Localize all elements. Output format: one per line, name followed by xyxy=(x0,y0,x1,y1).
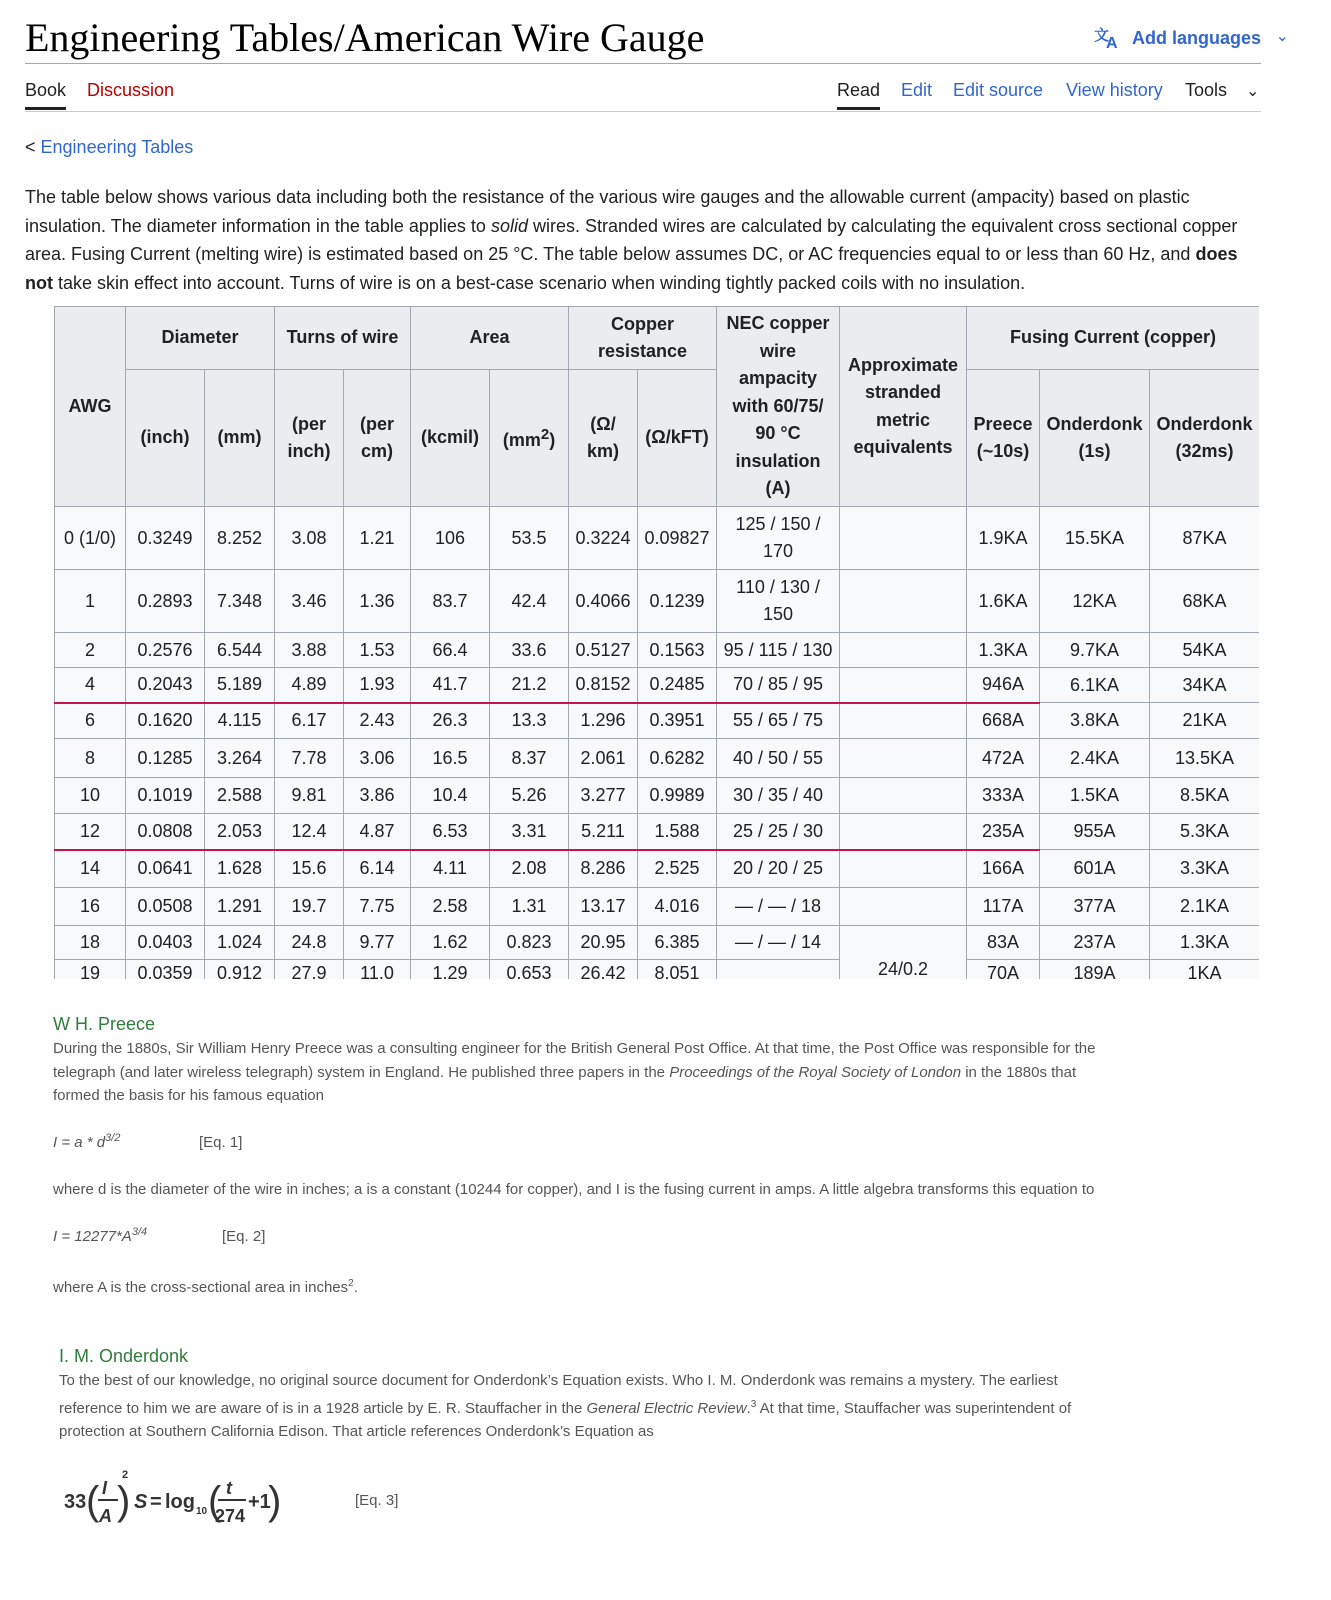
table-cell xyxy=(840,570,967,633)
table-cell: 235A xyxy=(967,814,1040,850)
preece-area-end: . xyxy=(353,1279,358,1296)
table-cell: — / — / 18 xyxy=(717,888,840,926)
table-row xyxy=(55,926,1260,960)
table-cell: 0.0641 xyxy=(126,850,205,888)
awg-table xyxy=(54,306,1259,979)
table-cell: 8.37 xyxy=(490,739,569,778)
tab-read[interactable]: Read xyxy=(837,80,880,110)
table-cell: 1.36 xyxy=(344,570,411,633)
table-cell: 3.8KA xyxy=(1040,703,1150,739)
table-cell: 1.024 xyxy=(205,926,275,960)
table-row xyxy=(55,850,1260,888)
table-cell: 15.5KA xyxy=(1040,507,1150,570)
tools-label: Tools xyxy=(1185,80,1228,100)
header-stranded: Approximate stranded metric equivalents xyxy=(840,307,967,507)
table-cell: 0.0808 xyxy=(126,814,205,850)
table-cell: 4.115 xyxy=(205,703,275,739)
table-cell: 6.1KA xyxy=(1040,668,1150,703)
table-cell: 30 / 35 / 40 xyxy=(717,778,840,814)
eq3-log: log xyxy=(165,1491,195,1513)
table-cell xyxy=(840,850,967,888)
table-cell: 0.3249 xyxy=(126,507,205,570)
header-copper-resistance: Copper resistance xyxy=(569,307,717,370)
subheader-per-cm: (per cm) xyxy=(344,370,411,507)
table-cell: 20.95 xyxy=(569,926,638,960)
table-cell: 0.0359 xyxy=(126,960,205,980)
table-cell: 6.544 xyxy=(205,633,275,668)
table-cell: 40 / 50 / 55 xyxy=(717,739,840,778)
table-cell: 13.17 xyxy=(569,888,638,926)
table-cell: 9.77 xyxy=(344,926,411,960)
table-cell: 19.7 xyxy=(275,888,344,926)
table-cell: 1.6KA xyxy=(967,570,1040,633)
eq2-text: I = 12277*A xyxy=(53,1228,132,1245)
table-cell: 9.7KA xyxy=(1040,633,1150,668)
table-cell: 3.86 xyxy=(344,778,411,814)
onderdonk-section xyxy=(59,1343,1119,1444)
table-cell: 10 xyxy=(55,778,126,814)
table-cell: 6.385 xyxy=(638,926,717,960)
table-cell: 5.26 xyxy=(490,778,569,814)
tools-menu[interactable] xyxy=(1185,80,1259,101)
table-cell: 1.31 xyxy=(490,888,569,926)
table-cell: 95 / 115 / 130 xyxy=(717,633,840,668)
table-row xyxy=(55,960,1260,980)
table-cell: 66.4 xyxy=(411,633,490,668)
table-cell: 68KA xyxy=(1150,570,1259,633)
table-cell: 6.53 xyxy=(411,814,490,850)
table-cell: 1.29 xyxy=(411,960,490,980)
table-cell: 5.3KA xyxy=(1150,814,1259,850)
subheader-inch: (inch) xyxy=(126,370,205,507)
table-cell xyxy=(840,739,967,778)
table-cell: 2.053 xyxy=(205,814,275,850)
table-cell: 1KA xyxy=(1150,960,1259,980)
table-row xyxy=(55,703,1260,739)
equation-1 xyxy=(53,1132,120,1151)
table-cell: 2 xyxy=(55,633,126,668)
header-nec-ampacity: NEC copper wire ampacity with 60/75/ 90 °C insulation (A) xyxy=(717,307,840,507)
table-cell: 2.588 xyxy=(205,778,275,814)
table-cell: 54KA xyxy=(1150,633,1259,668)
table-cell: 53.5 xyxy=(490,507,569,570)
table-cell: 7.75 xyxy=(344,888,411,926)
table-cell: 2.4KA xyxy=(1040,739,1150,778)
table-cell: 10.4 xyxy=(411,778,490,814)
table-cell: 14 xyxy=(55,850,126,888)
add-languages-label: Add languages xyxy=(1131,27,1261,48)
add-languages-button[interactable] xyxy=(1093,26,1289,50)
table-cell xyxy=(840,778,967,814)
breadcrumb xyxy=(25,137,193,158)
svg-text:A: A xyxy=(1105,35,1118,50)
svg-text:文: 文 xyxy=(1093,26,1109,44)
tab-discussion[interactable]: Discussion xyxy=(87,80,175,100)
table-cell: 9.81 xyxy=(275,778,344,814)
table-cell: 0.3224 xyxy=(569,507,638,570)
table-cell: 34KA xyxy=(1150,668,1259,703)
page-title: Engineering Tables/American Wire Gauge xyxy=(25,15,705,60)
table-cell: 3.88 xyxy=(275,633,344,668)
intro-solid: solid xyxy=(490,215,528,236)
table-cell: 946A xyxy=(967,668,1040,703)
table-cell: 16.5 xyxy=(411,739,490,778)
header-fusing-current: Fusing Current (copper) xyxy=(967,307,1259,370)
intro-text-2: wires. Stranded wires are calculated by calculating the equivalent cross sectional copper area. Fusing Current (melting wire) is estimated based on 25 °C. The table below assumes DC, or AC frequencies equal to or less than 60 Hz, and xyxy=(25,215,1238,264)
table-cell: 41.7 xyxy=(411,668,490,703)
equation-3 xyxy=(62,1462,302,1547)
header-turns: Turns of wire xyxy=(275,307,411,370)
tabs-divider xyxy=(25,111,1261,112)
table-cell: 8 xyxy=(55,739,126,778)
table-cell: 2.061 xyxy=(569,739,638,778)
subheader-per-inch: (per inch) xyxy=(275,370,344,507)
table-row xyxy=(55,668,1260,703)
table-row xyxy=(55,888,1260,926)
preece-journal: Proceedings of the Royal Society of London xyxy=(669,1063,962,1081)
table-cell: 668A xyxy=(967,703,1040,739)
table-cell: 0.8152 xyxy=(569,668,638,703)
table-cell: 7.78 xyxy=(275,739,344,778)
table-cell: 12 xyxy=(55,814,126,850)
table-cell: 6 xyxy=(55,703,126,739)
eq3-t: t xyxy=(226,1478,232,1498)
onderdonk-paragraph: To the best of our knowledge, no original source document for Onderdonk’s Equation exists. Who I. M. Onderdonk was remains a mystery. The earliest reference to him we are aware of is in a 1928 article by E. R. Stauffacher in the General Electric Review.$^3$ At that time, Stauffacher was superintendent of protection at Southern California Edison. That article references Onderdonk’s Equation as xyxy=(59,1372,1072,1440)
breadcrumb-link-engineering-tables[interactable]: Engineering Tables xyxy=(40,137,194,157)
table-cell: 24/0.2 xyxy=(840,926,967,980)
subheader-preece: Preece (~10s) xyxy=(967,370,1040,507)
table-cell: 6.14 xyxy=(344,850,411,888)
eq1-ref: [Eq. 1] xyxy=(199,1134,243,1151)
table-cell: 1.3KA xyxy=(967,633,1040,668)
preece-section xyxy=(53,1011,1123,1108)
table-cell: 1.628 xyxy=(205,850,275,888)
table-cell: 16 xyxy=(55,888,126,926)
subheader-kcmil: (kcmil) xyxy=(411,370,490,507)
table-cell: 20 / 20 / 25 xyxy=(717,850,840,888)
table-cell: 4.016 xyxy=(638,888,717,926)
table-cell: — / — / 14 xyxy=(717,926,840,960)
onderdonk-journal: General Electric Review xyxy=(586,1399,747,1417)
table-cell xyxy=(840,668,967,703)
table-cell: 117A xyxy=(967,888,1040,926)
table-cell: 1.21 xyxy=(344,507,411,570)
subheader-onderdonk-32ms: Onderdonk (32ms) xyxy=(1150,370,1259,507)
table-cell: 1.588 xyxy=(638,814,717,850)
table-cell: 24.8 xyxy=(275,926,344,960)
eq3-equals: = xyxy=(150,1491,162,1513)
table-cell: 1 xyxy=(55,570,126,633)
onderdonk-text-1: To the best of our knowledge, no original source document for Onderdonk’s Equation exists. Who I. M. Onderdonk was remains a mystery. The earliest reference to him we are aware of is in a 1928 article by E. R. Stauffacher in the xyxy=(59,1372,1058,1417)
subheader-ohm-kft: (Ω/kFT) xyxy=(638,370,717,507)
preece-paragraph xyxy=(53,1037,1123,1108)
table-cell: 7.348 xyxy=(205,570,275,633)
awg-table-container[interactable] xyxy=(54,306,1259,979)
eq3-log-base: 10 xyxy=(196,1506,208,1517)
table-cell: 12KA xyxy=(1040,570,1150,633)
table-cell: 0.2043 xyxy=(126,668,205,703)
table-cell: 0.653 xyxy=(490,960,569,980)
table-row xyxy=(55,814,1260,850)
table-cell: 26.3 xyxy=(411,703,490,739)
eq3-square: 2 xyxy=(122,1469,129,1481)
eq3-ref: [Eq. 3] xyxy=(355,1492,399,1509)
table-cell: 55 / 65 / 75 xyxy=(717,703,840,739)
table-cell: 3.277 xyxy=(569,778,638,814)
table-cell: 0.1019 xyxy=(126,778,205,814)
breadcrumb-prefix: < xyxy=(25,137,36,157)
table-cell: 237A xyxy=(1040,926,1150,960)
preece-heading: W H. Preece xyxy=(53,1014,156,1034)
table-row xyxy=(55,507,1260,570)
table-cell: 2.08 xyxy=(490,850,569,888)
table-cell xyxy=(840,703,967,739)
table-cell: 1.3KA xyxy=(1150,926,1259,960)
table-cell: 110 / 130 / 150 xyxy=(717,570,840,633)
table-cell: 0.09827 xyxy=(638,507,717,570)
mm2-sup: 2 xyxy=(540,426,550,444)
table-cell: 0.1563 xyxy=(638,633,717,668)
eq3-paren-open-1: ( xyxy=(86,1479,100,1523)
table-cell: 83A xyxy=(967,926,1040,960)
table-cell: 1.296 xyxy=(569,703,638,739)
table-cell: 601A xyxy=(1040,850,1150,888)
table-cell: 42.4 xyxy=(490,570,569,633)
onderdonk-heading: I. M. Onderdonk xyxy=(59,1346,189,1366)
preece-text-2: in the 1880s that formed the basis for his famous equation xyxy=(53,1063,1077,1104)
tab-edit[interactable]: Edit xyxy=(901,80,933,100)
table-cell: 27.9 xyxy=(275,960,344,980)
translate-icon xyxy=(1094,26,1122,50)
table-cell: 8.051 xyxy=(638,960,717,980)
eq3-A: A xyxy=(99,1506,112,1526)
table-cell: 4 xyxy=(55,668,126,703)
table-cell: 13.3 xyxy=(490,703,569,739)
table-cell: 1.291 xyxy=(205,888,275,926)
subheader-ohm-km: (Ω/ km) xyxy=(569,370,638,507)
table-cell: 0.5127 xyxy=(569,633,638,668)
table-cell: 2.1KA xyxy=(1150,888,1259,926)
eq1-sup: 3/2 xyxy=(105,1132,121,1144)
table-cell: 2.525 xyxy=(638,850,717,888)
table-cell: 0.2485 xyxy=(638,668,717,703)
table-cell: 21KA xyxy=(1150,703,1259,739)
table-cell: 2.58 xyxy=(411,888,490,926)
table-cell: 4.11 xyxy=(411,850,490,888)
intro-paragraph xyxy=(25,183,1265,297)
header-area: Area xyxy=(411,307,569,370)
table-cell: 125 / 150 / 170 xyxy=(717,507,840,570)
table-cell xyxy=(840,888,967,926)
header-diameter: Diameter xyxy=(126,307,275,370)
table-cell: 0.9989 xyxy=(638,778,717,814)
subheader-mm2 xyxy=(490,370,569,507)
intro-text-1: The table below shows various data including both the resistance of the various wire gauges and the allowable current (ampacity) based on plastic insulation. The diameter information in the table applies to xyxy=(25,187,1190,236)
eq3-paren-open-2: ( xyxy=(208,1479,222,1523)
table-cell: 189A xyxy=(1040,960,1150,980)
eq1-text: I = a * d xyxy=(53,1134,106,1151)
eq3-paren-close-1: ) xyxy=(117,1479,131,1523)
eq3-paren-close-2: ) xyxy=(268,1479,282,1523)
table-cell: 26.42 xyxy=(569,960,638,980)
table-cell: 8.252 xyxy=(205,507,275,570)
page-tabs xyxy=(25,80,1261,114)
table-cell: 0.912 xyxy=(205,960,275,980)
preece-where-1 xyxy=(53,1178,1153,1202)
table-cell: 0.823 xyxy=(490,926,569,960)
table-cell: 3.06 xyxy=(344,739,411,778)
onderdonk-text-2: At that time, Stauffacher was superintendent of protection at Southern California Edison. That article references Onderdonk’s Equation as xyxy=(59,1399,1072,1440)
table-cell: 1.62 xyxy=(411,926,490,960)
tab-book[interactable]: Book xyxy=(25,80,66,110)
table-cell: 106 xyxy=(411,507,490,570)
table-cell: 0.6282 xyxy=(638,739,717,778)
preece-text-1: During the 1880s, Sir William Henry Preece was a consulting engineer for the British General Post Office. At that time, the Post Office was responsible for the telegraph (and later wireless telegraph) system in England. He published three papers in the xyxy=(53,1040,1096,1081)
table-cell: 0.2576 xyxy=(126,633,205,668)
tab-view-history[interactable]: View history xyxy=(1066,80,1163,100)
eq2-ref: [Eq. 2] xyxy=(222,1228,266,1245)
table-cell: 333A xyxy=(967,778,1040,814)
table-cell: 0.1285 xyxy=(126,739,205,778)
table-cell: 3.264 xyxy=(205,739,275,778)
table-cell: 6.17 xyxy=(275,703,344,739)
table-cell: 87KA xyxy=(1150,507,1259,570)
table-cell: 0.1620 xyxy=(126,703,205,739)
table-cell: 166A xyxy=(967,850,1040,888)
table-row xyxy=(55,739,1260,778)
eq3-S: S xyxy=(134,1491,148,1513)
intro-text-3: take skin effect into account. Turns of wire is on a best-case scenario when winding tightly packed coils with no insulation. xyxy=(52,272,1026,293)
header-awg: AWG xyxy=(55,307,126,507)
table-cell: 1.5KA xyxy=(1040,778,1150,814)
title-divider xyxy=(25,63,1261,64)
table-cell: 5.211 xyxy=(569,814,638,850)
table-cell: 377A xyxy=(1040,888,1150,926)
chevron-down-icon: ⌄ xyxy=(1246,83,1260,100)
mm2-end: ) xyxy=(549,430,556,451)
table-cell: 3.46 xyxy=(275,570,344,633)
table-cell: 1.9KA xyxy=(967,507,1040,570)
table-cell: 25 / 25 / 30 xyxy=(717,814,840,850)
table-cell: 8.5KA xyxy=(1150,778,1259,814)
preece-where-2 xyxy=(53,1272,1153,1300)
table-cell: 3.31 xyxy=(490,814,569,850)
table-cell: 11.0 xyxy=(344,960,411,980)
preece-area-text: where A is the cross-sectional area in inches xyxy=(53,1279,349,1296)
table-cell: 15.6 xyxy=(275,850,344,888)
intro-does-not: does not xyxy=(25,244,1238,293)
table-cell: 12.4 xyxy=(275,814,344,850)
table-cell: 0.4066 xyxy=(569,570,638,633)
eq2-sup: 3/4 xyxy=(131,1226,148,1238)
table-cell: 0.0403 xyxy=(126,926,205,960)
table-cell: 18 xyxy=(55,926,126,960)
table-cell: 13.5KA xyxy=(1150,739,1259,778)
eq3-274: 274 xyxy=(215,1506,246,1526)
table-cell: 2.43 xyxy=(344,703,411,739)
eq3-plus-one: +1 xyxy=(248,1491,271,1513)
table-cell: 70 / 85 / 95 xyxy=(717,668,840,703)
table-cell: 3.3KA xyxy=(1150,850,1259,888)
eq3-I: I xyxy=(102,1478,108,1498)
table-cell: 3.08 xyxy=(275,507,344,570)
table-cell: 955A xyxy=(1040,814,1150,850)
eq3-33: 33 xyxy=(64,1491,87,1513)
tab-edit-source[interactable]: Edit source xyxy=(953,80,1044,100)
table-cell: 83.7 xyxy=(411,570,490,633)
table-row xyxy=(55,778,1260,814)
mm2-text: (mm xyxy=(502,430,541,451)
equation-2 xyxy=(53,1226,147,1245)
table-cell: 33.6 xyxy=(490,633,569,668)
table-cell: 8.286 xyxy=(569,850,638,888)
table-cell: 0.3951 xyxy=(638,703,717,739)
subheader-mm: (mm) xyxy=(205,370,275,507)
table-cell: 0.1239 xyxy=(638,570,717,633)
table-cell: 1.53 xyxy=(344,633,411,668)
table-cell: 1.93 xyxy=(344,668,411,703)
table-cell: 4.87 xyxy=(344,814,411,850)
table-cell: 472A xyxy=(967,739,1040,778)
subheader-onderdonk-1s: Onderdonk (1s) xyxy=(1040,370,1150,507)
table-cell xyxy=(717,960,840,980)
table-cell: 0 (1/0) xyxy=(55,507,126,570)
table-cell: 4.89 xyxy=(275,668,344,703)
table-cell: 21.2 xyxy=(490,668,569,703)
table-cell: 0.0508 xyxy=(126,888,205,926)
preece-where-text: where d is the diameter of the wire in inches; a is a constant (10244 for copper), and I is the fusing current in amps. A little algebra transforms this equation to xyxy=(53,1181,1095,1198)
table-cell: 5.189 xyxy=(205,668,275,703)
table-row xyxy=(55,570,1260,633)
table-cell: 19 xyxy=(55,960,126,980)
table-row xyxy=(55,633,1260,668)
table-cell xyxy=(840,814,967,850)
table-cell xyxy=(840,633,967,668)
chevron-down-icon: ⌄ xyxy=(1275,28,1289,45)
table-cell: 70A xyxy=(967,960,1040,980)
preece-area-sup: 2 xyxy=(348,1278,354,1289)
table-cell xyxy=(840,507,967,570)
onderdonk-footnote-ref[interactable]: 3 xyxy=(750,1398,757,1410)
table-cell: 0.2893 xyxy=(126,570,205,633)
